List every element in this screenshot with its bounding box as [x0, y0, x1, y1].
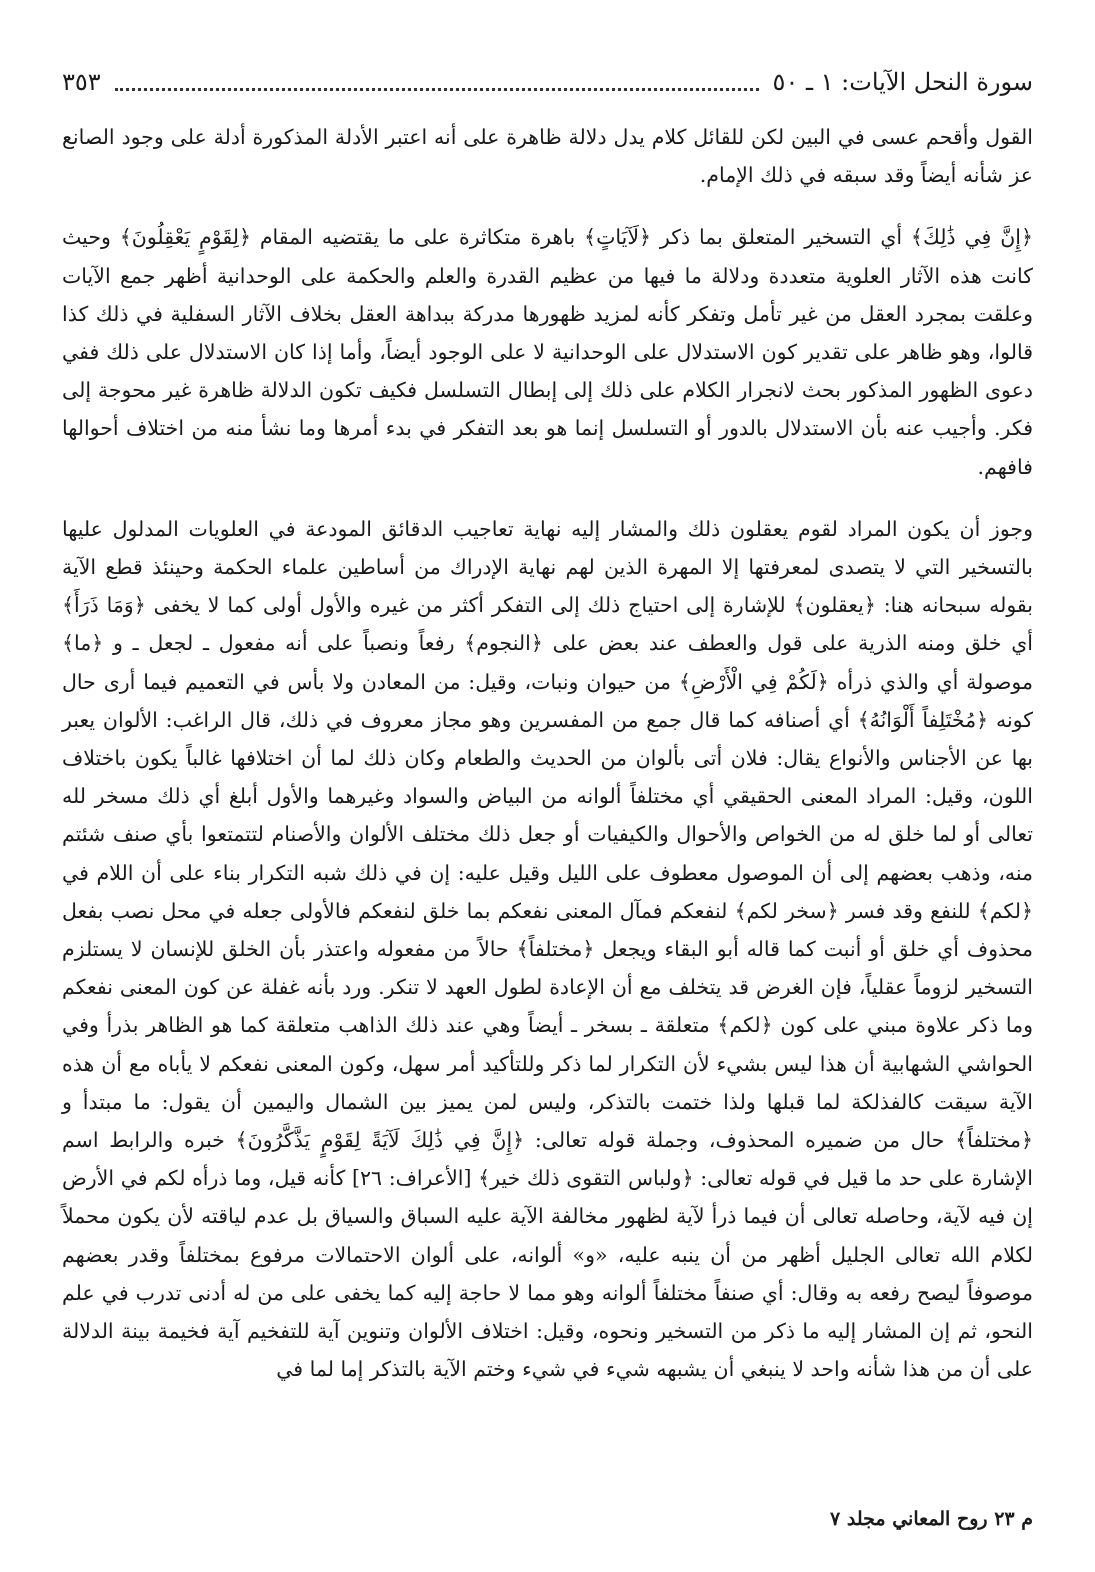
leader-dots: [115, 74, 759, 91]
page-footer-signature: م ٢٣ روح المعاني مجلد ٧: [830, 1508, 1033, 1530]
paragraph-1: القول وأقحم عسى في البين لكن للقائل كلام يدل دلالة ظاهرة على أنه اعتبر الأدلة المذكورة أدلة على وجود الصانع عز شأنه أيضاً وقد سبقه في ذلك الإمام.: [62, 125, 1033, 188]
paragraph-gap: [62, 486, 1033, 510]
paragraph-3: وجوز أن يكون المراد لقوم يعقلون ذلك والمشار إليه نهاية تعاجيب الدقائق المودعة في العلويات المدلول عليها بالتسخير التي لا يتصدى لمعرفتها إلا المهرة الذين لهم نهاية الإدراك من أساطين علماء الحكمة وحينئذ قطع الآية بقوله سبحانه هنا: ﴿يعقلون﴾ للإشارة إلى احتياج ذلك إلى التفكر أكثر من غيره والأول أولى كما لا يخفى ﴿وَمَا ذَرَأَ﴾ أي خلق ومنه الذرية على قول والعطف عند بعض على ﴿النجوم﴾ رفعاً ونصباً على أنه مفعول ـ لجعل ـ و ﴿ما﴾ موصولة أي والذي ذرأه ﴿لَكُمْ فِي الْأَرْضِ﴾ من حيوان ونبات، وقيل: من المعادن ولا بأس في التعميم فيما أرى حال كونه ﴿مُخْتَلِفاً أَلْوَانُهُ﴾ أي أصنافه كما قال جمع من المفسرين وهو مجاز معروف في ذلك، قال الراغب: الألوان يعبر بها عن الأجناس والأنواع يقال: فلان أتى بألوان من الحديث والطعام وكان ذلك لما أن اختلافها غالباً يكون باختلاف اللون، وقيل: المراد المعنى الحقيقي أي مختلفاً ألوانه من البياض والسواد وغيرهما والأول أبلغ أي ذلك مسخر لله تعالى أو لما خلق له من الخواص والأحوال والكيفيات أو جعل ذلك مختلف الألوان والأصنام لتتمتعوا بأي صنف شئتم منه، وذهب بعضهم إلى أن الموصول معطوف على الليل وقيل عليه: إن في ذلك شبه التكرار بناء على أن اللام في ﴿لكم﴾ للنفع وقد فسر ﴿سخر لكم﴾ لنفعكم فمآل المعنى نفعكم بما خلق لنفعكم فالأولى جعله في محل نصب بفعل محذوف أي خلق أو أنبت كما قاله أبو البقاء ويجعل ﴿مختلفاً﴾ حالاً من مفعوله واعتذر بأن الخلق للإنسان لا يستلزم التسخير لزوماً عقلياً، فإن الغرض قد يتخلف مع أن الإعادة لطول العهد لا تنكر. ورد بأنه غفلة عن كون المعنى نفعكم وما ذكر علاوة مبني على كون ﴿لكم﴾ متعلقة ـ بسخر ـ أيضاً وهي عند ذلك الذاهب متعلقة كما هو الظاهر بذرأ وفي الحواشي الشهابية أن هذا ليس بشيء لأن التكرار لما ذكر وللتأكيد أمر سهل، وكون المعنى نفعكم لا يأباه مع أن هذه الآية سيقت كالفذلكة لما قبلها ولذا ختمت بالتذكر، وليس لمن يميز بين الشمال واليمين أن يقول: ما مبتدأ و ﴿مختلفاً﴾ حال من ضميره المحذوف، وجملة قوله تعالى: ﴿إِنَّ فِي ذَٰلِكَ لَآيَةً لِقَوْمٍ يَذَّكَّرُونَ﴾ خبره والرابط اسم الإشارة على حد ما قيل في قوله تعالى: ﴿ولباس التقوى ذلك خير﴾ [الأعراف: ٢٦] كأنه قيل، وما ذرأه لكم في الأرض إن فيه لآية، وحاصله تعالى أن فيما ذرأ لآية لظهور مخالفة الآية عليه السباق والسياق بل عدم لياقته لأن يكون محملاً لكلام الله تعالى الجليل أظهر من أن ينبه عليه، «و» ألوانه، على ألوان الاحتمالات مرفوع بمختلفاً وقدر بعضهم موصوفاً ليصح رفعه به وقال: أي صنفاً مختلفاً ألوانه وهو مما لا حاجة إليه كما يخفى على من له أدنى تدرب في علم النحو، ثم إن المشار إليه ما ذكر من التسخير ونحوه، وقيل: اختلاف الألوان وتنوين آية للتفخيم آية فخيمة بينة الدلالة على أن من هذا شأنه واحد لا ينبغي أن يشبهه شيء في شيء وختم الآية بالتذكر إما لما في: [62, 516, 1033, 1382]
paragraph-gap: [62, 194, 1033, 218]
running-title: سورة النحل الآيات: ١ ـ ٥٠: [772, 68, 1033, 96]
paragraph-2: ﴿إِنَّ فِي ذَٰلِكَ﴾ أي التسخير المتعلق بما ذكر ﴿لَآيَاتٍ﴾ باهرة متكاثرة على ما يقتضيه المقام ﴿لِقَوْمٍ يَعْقِلُونَ﴾ وحيث كانت هذه الآثار العلوية متعددة ودلالة ما فيها من عظيم القدرة والعلم والحكمة على الوحدانية أظهر جمع الآيات وعلقت بمجرد العقل من غير تأمل وتفكر كأنه لمزيد ظهورها مدركة ببداهة العقل بخلاف الآثار السفلية في ذلك كذا قالوا، وهو ظاهر على تقدير كون الاستدلال على الوحدانية لا على الوجود أيضاً، وأما إذا كان الاستدلال على ذلك ففي دعوى الظهور المذكور بحث لانجرار الكلام على ذلك إلى إبطال التسلسل فكيف تكون الدلالة ظاهرة غير محوجة إلى فكر. وأجيب عنه بأن الاستدلال بالدور أو التسلسل إنما هو بعد التفكر في بدء أمرها وما نشأ منه من اختلاف أحوالها فافهم.: [62, 225, 1033, 479]
page-number: ٣٥٣: [62, 68, 101, 96]
page-header: [62, 62, 1033, 102]
page-body: [62, 118, 1033, 1389]
